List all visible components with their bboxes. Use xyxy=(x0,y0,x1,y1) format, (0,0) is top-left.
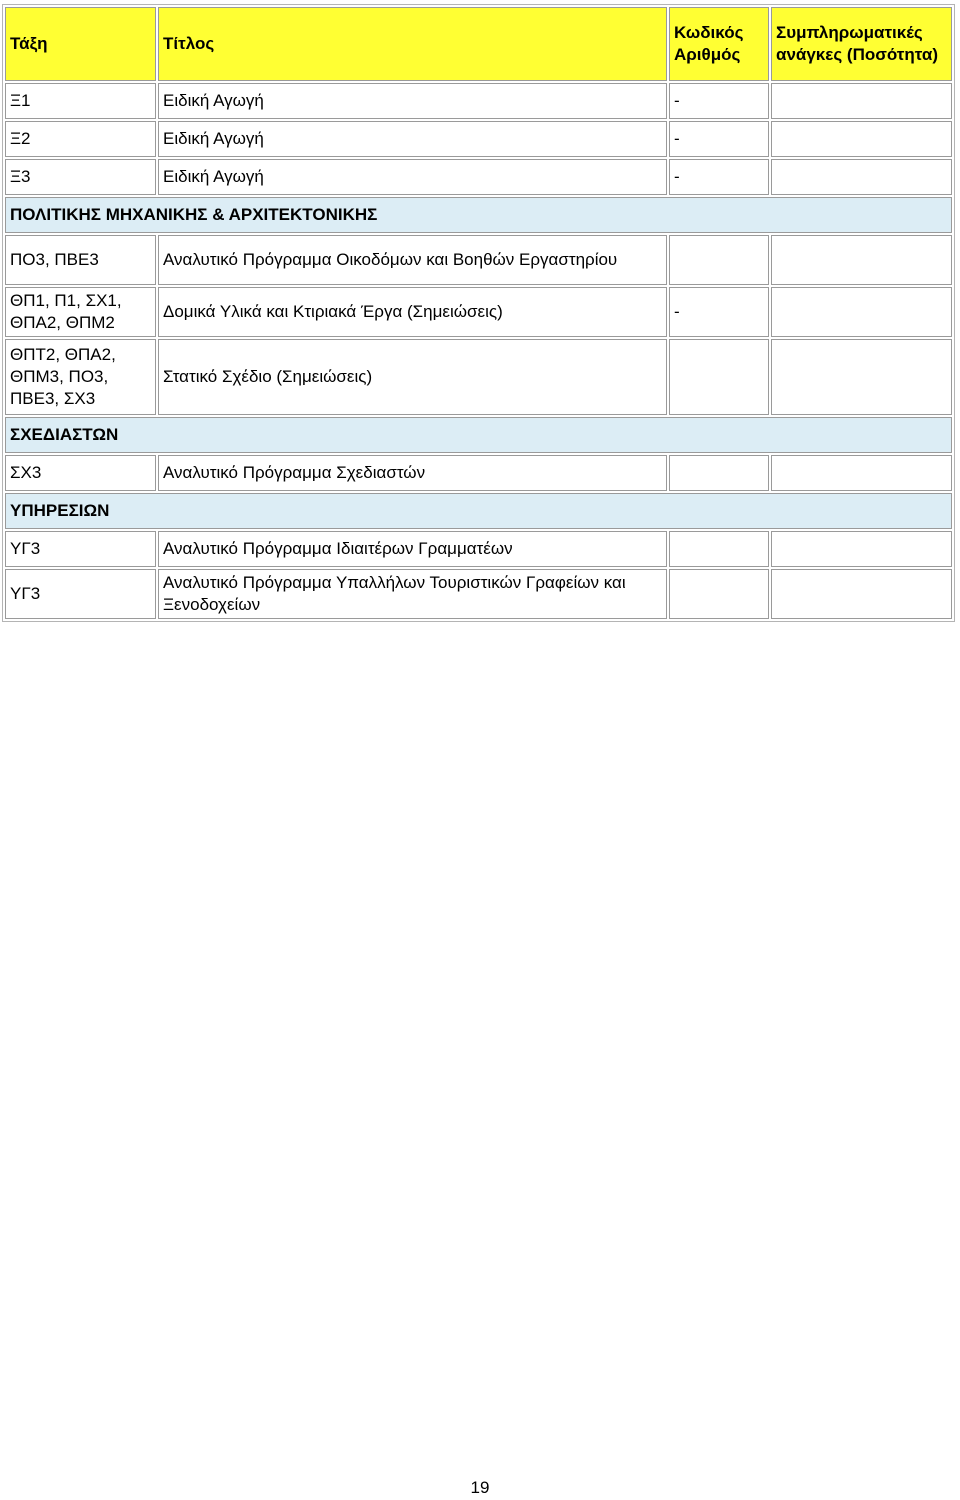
section-row xyxy=(5,417,952,453)
cell-needs xyxy=(771,121,952,157)
cell-title: Αναλυτικό Πρόγραμμα Υπαλλήλων Τουριστικών Γραφείων και Ξενοδοχείων xyxy=(158,569,667,619)
cell-needs xyxy=(771,83,952,119)
section-heading-civil: ΠΟΛΙΤΙΚΗΣ ΜΗΧΑΝΙΚΗΣ & ΑΡΧΙΤΕΚΤΟΝΙΚΗΣ xyxy=(5,197,952,233)
cell-code: - xyxy=(669,121,769,157)
cell-class: ΠΟ3, ΠΒΕ3 xyxy=(5,235,156,285)
cell-class: ΘΠ1, Π1, ΣΧ1, ΘΠΑ2, ΘΠΜ2 xyxy=(5,287,156,337)
section-row xyxy=(5,197,952,233)
cell-code xyxy=(669,531,769,567)
cell-needs xyxy=(771,339,952,415)
table-row xyxy=(5,531,952,567)
cell-code: - xyxy=(669,287,769,337)
cell-class: Ξ3 xyxy=(5,159,156,195)
header-needs: Συμπληρωματικές ανάγκες (Ποσότητα) xyxy=(771,7,952,81)
cell-title: Ειδική Αγωγή xyxy=(158,159,667,195)
table-row xyxy=(5,159,952,195)
header-class: Τάξη xyxy=(5,7,156,81)
page-number: 19 xyxy=(470,1478,490,1497)
cell-title: Στατικό Σχέδιο (Σημειώσεις) xyxy=(158,339,667,415)
cell-needs xyxy=(771,159,952,195)
table-row xyxy=(5,287,952,337)
cell-title: Αναλυτικό Πρόγραμμα Σχεδιαστών xyxy=(158,455,667,491)
cell-code xyxy=(669,339,769,415)
cell-class: ΥΓ3 xyxy=(5,531,156,567)
cell-needs xyxy=(771,455,952,491)
cell-needs xyxy=(771,235,952,285)
table-row xyxy=(5,121,952,157)
supplementary-needs-table xyxy=(2,4,955,622)
cell-class: ΘΠΤ2, ΘΠΑ2, ΘΠΜ3, ΠΟ3, ΠΒΕ3, ΣΧ3 xyxy=(5,339,156,415)
header-row xyxy=(5,7,952,81)
header-code: Κωδικός Αριθμός xyxy=(669,7,769,81)
cell-class: Ξ2 xyxy=(5,121,156,157)
table-row xyxy=(5,569,952,619)
cell-needs xyxy=(771,531,952,567)
cell-code xyxy=(669,455,769,491)
cell-title: Αναλυτικό Πρόγραμμα Οικοδόμων και Βοηθών Εργαστηρίου xyxy=(158,235,667,285)
cell-needs xyxy=(771,569,952,619)
cell-title: Ειδική Αγωγή xyxy=(158,121,667,157)
table-row xyxy=(5,83,952,119)
cell-class: ΥΓ3 xyxy=(5,569,156,619)
table-row xyxy=(5,235,952,285)
cell-class: ΣΧ3 xyxy=(5,455,156,491)
section-row xyxy=(5,493,952,529)
cell-title: Αναλυτικό Πρόγραμμα Ιδιαιτέρων Γραμματέων xyxy=(158,531,667,567)
cell-code: - xyxy=(669,159,769,195)
cell-title: Ειδική Αγωγή xyxy=(158,83,667,119)
section-heading-services: ΥΠΗΡΕΣΙΩΝ xyxy=(5,493,952,529)
cell-code xyxy=(669,569,769,619)
cell-code xyxy=(669,235,769,285)
table-row xyxy=(5,339,952,415)
cell-code: - xyxy=(669,83,769,119)
header-title: Τίτλος xyxy=(158,7,667,81)
cell-title: Δομικά Υλικά και Κτιριακά Έργα (Σημειώσεις) xyxy=(158,287,667,337)
cell-needs xyxy=(771,287,952,337)
table-row xyxy=(5,455,952,491)
cell-class: Ξ1 xyxy=(5,83,156,119)
section-heading-design: ΣΧΕΔΙΑΣΤΩΝ xyxy=(5,417,952,453)
